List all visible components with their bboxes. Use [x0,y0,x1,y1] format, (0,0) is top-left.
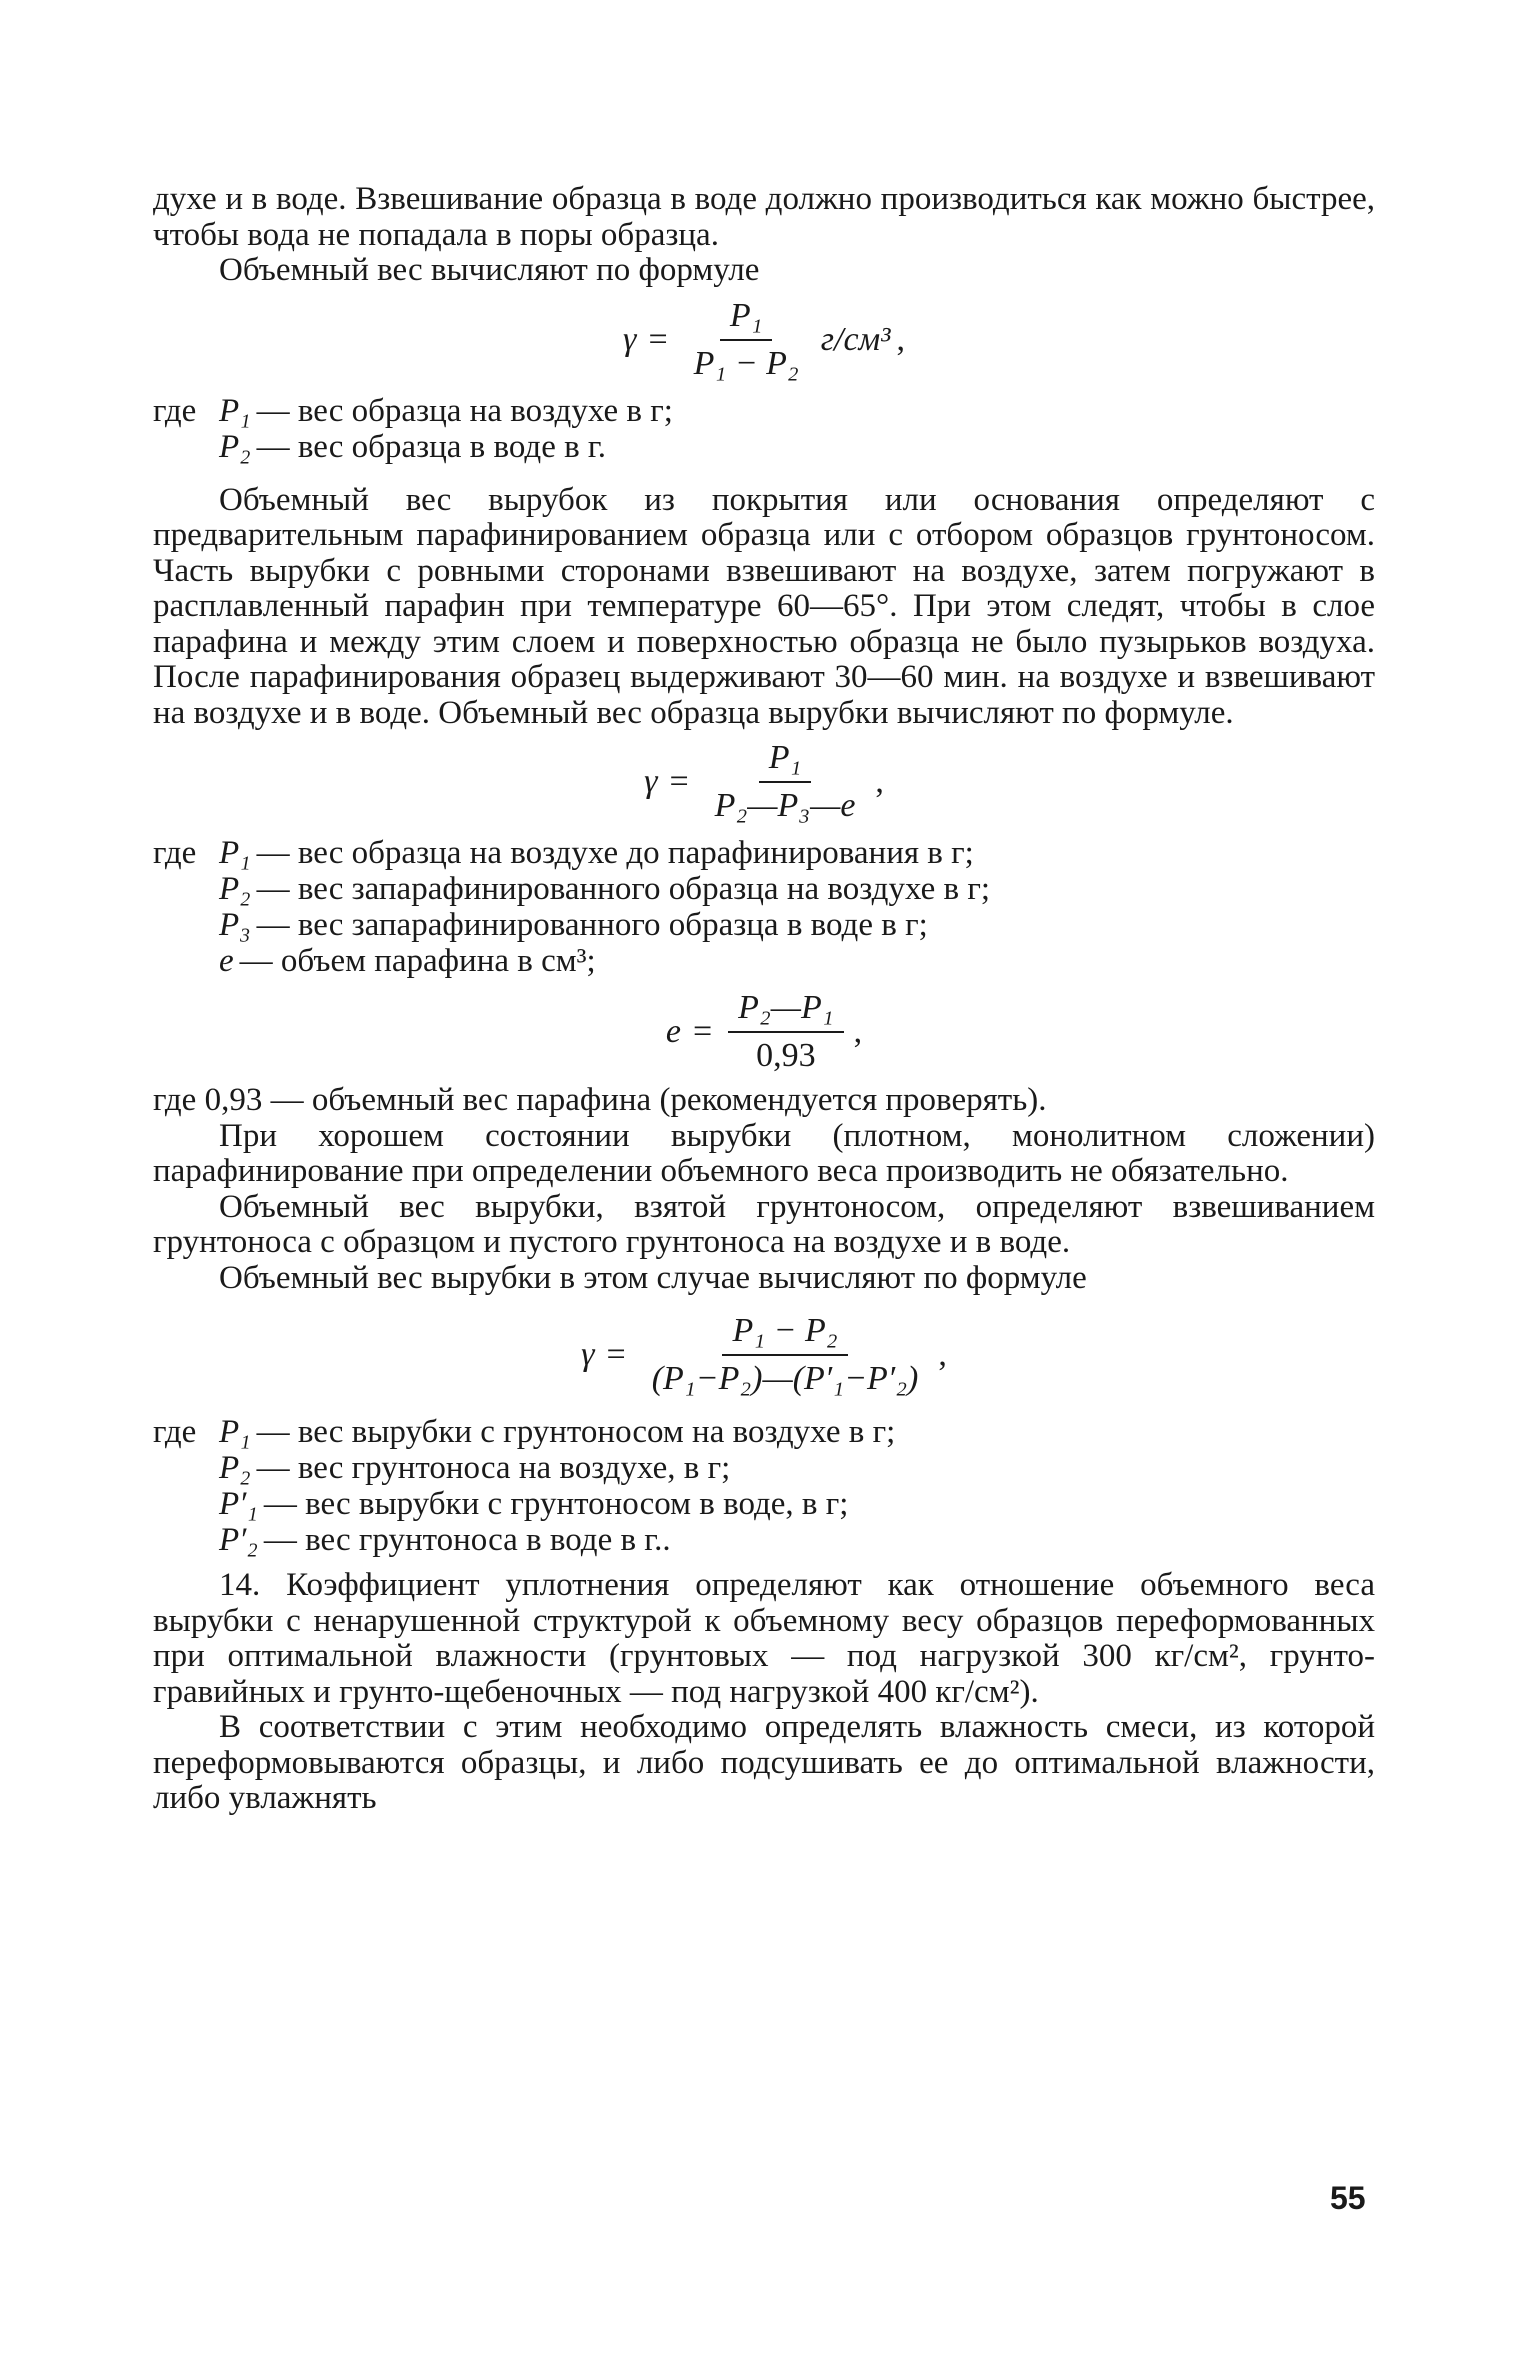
definitions-list [153,1414,1375,1558]
definitions-list [153,393,1375,465]
definition-row: где P₁ — вес образца на воздухе в г; [153,392,673,429]
definition-row: P₂ — вес запарафинированного образца на воздухе в г; [219,871,991,907]
definition-row: где P₁ — вес образца на воздухе до парафинирования в г; [153,835,974,871]
page-number: 55 [1330,2180,1366,2216]
formula-paraffin: γ = $\frac{\text{P₁}}{\text{P₂—P₃—e}}$ , [644,739,884,824]
definition-row: P₂ — вес грунтоноса на воздухе, в г; [219,1450,731,1486]
page-body [153,182,1375,1817]
paragraph: Объемный вес вырубки в этом случае вычисляют по формуле [219,1259,1087,1296]
fraction-numerator: P₁ [720,297,773,341]
formula-sampler: γ = $\frac{\text{P₁ − P₂}}{\text{(P₁−P₂)—(P′₁−P′₂)}}$ , [581,1312,947,1397]
definition-row: P′₁ — вес вырубки с грунтоносом в воде, в г; [219,1486,849,1522]
paragraph: В соответствии с этим необходимо определять влажность смеси, из которой переформовываются образцы, и либо подсушивать ее до оптимальной влажности, либо увлажнять [153,1709,1375,1816]
definitions-list [153,835,1375,979]
definition-row: где P₁ — вес вырубки с грунтоносом на воздухе в г; [153,1414,896,1450]
definition-row: P₂ — вес образца в воде в г. [219,428,606,465]
fraction [684,297,809,383]
fraction: $\frac{\text{P₁}}{\text{P₂—P₃—e}}$ [714,739,856,824]
formula-volumetric-weight [153,297,1375,383]
paragraph: Объемный вес вычисляют по формуле [219,252,760,288]
paragraph: Объемный вес вырубок из покрытия или основания определяют с предварительным парафинированием образца или с отбором образцов грунтоносом. Часть вырубки с ровными сторонами взвешивают на воздухе, затем погружают в расплавленный парафин при температуре 60—65°. При этом следят, чтобы в слое парафина и между этим слоем и поверхностью образца не было пузырьков воздуха. После парафинирования образец выдерживают 30—60 мин. на воздухе и взвешивают на воздухе и в воде. Объемный вес образца вырубки вычисляют по формуле. [153,481,1375,731]
paragraph: 14. Коэффициент уплотнения определяют как отношение объемного веса вырубки с ненарушенной структурой к объемному весу образцов переформованных при оптимальной влажности (грунтовых — под нагрузкой 300 кг/см², грунто-гравийных и грунто-щебеночных — под нагрузкой 400 кг/см²). [153,1567,1375,1710]
fraction: $\frac{\text{P₂—P₁}}{0,93}$ [728,989,843,1075]
formula-unit: г/см³ [820,320,891,358]
definition-row: e — объем парафина в см³; [219,943,596,979]
formula-eq: = [648,320,668,358]
formula-paraffin-volume: e = $\frac{\text{P₂—P₁}}{0,93}$ , [665,989,863,1074]
fraction: $\frac{\text{P₁ − P₂}}{\text{(P₁−P₂)—(P′₁−P′₂)}}$ [651,1312,919,1397]
definition-row: P′₂ — вес грунтоноса в воде в г.. [219,1522,671,1558]
formula-lhs: γ [623,320,637,358]
definition-row: P₃ — вес запарафинированного образца в воде в г; [219,907,928,943]
paragraph: духе и в воде. Взвешивание образца в воде должно производиться как можно быстрее, чтобы вода не попадала в поры образца. [153,181,1375,253]
paragraph: При хорошем состоянии вырубки (плотном, монолитном сложении) парафинирование при определении объемного веса производить не обязательно. [153,1117,1375,1189]
formula-tail: , [896,320,905,358]
fraction-denominator: P₁ − P₂ [693,344,799,382]
paragraph: где 0,93 — объемный вес парафина (рекомендуется проверять). [153,1082,1047,1118]
paragraph: Объемный вес вырубки, взятой грунтоносом, определяют взвешиванием грунтоноса с образцом и пустого грунтоноса на воздухе и в воде. [153,1188,1375,1260]
